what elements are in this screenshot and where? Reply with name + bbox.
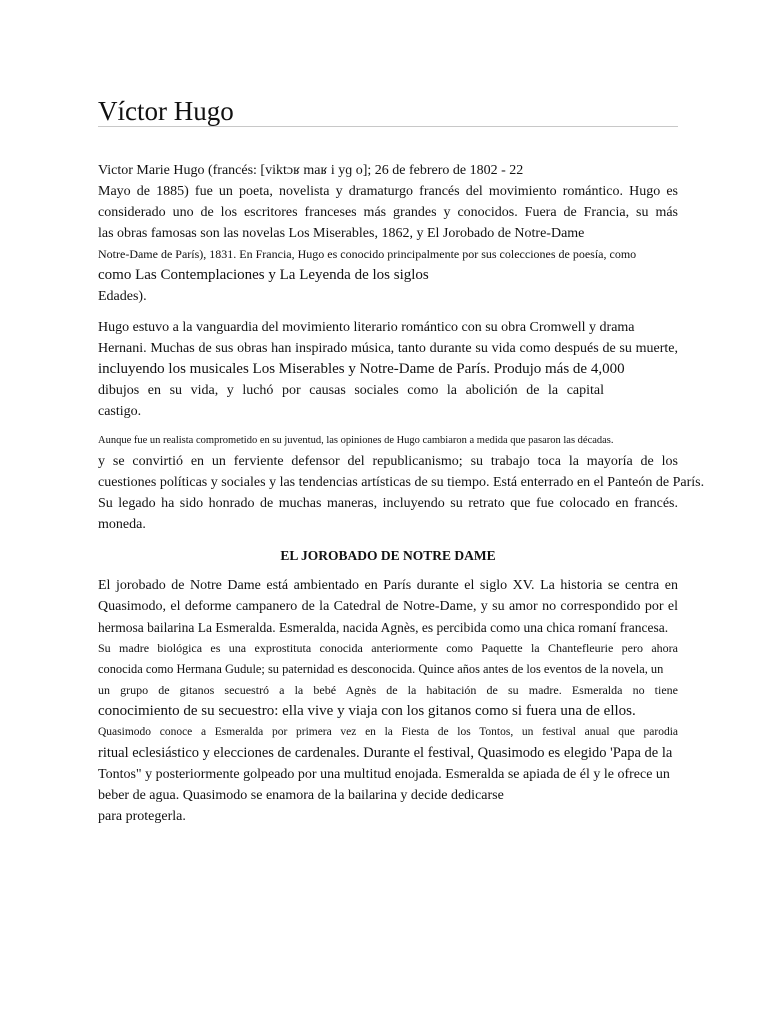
text-line: conocida como Hermana Gudule; su paternidad es desconocida. Quince años antes de los eventos de la novela, un [98, 662, 664, 676]
text-line: cuestiones políticas y sociales y las tendencias artísticas de su tiempo. Está enterrado en el Panteón de París. [98, 475, 705, 490]
text-line: Mayo de 1885) fue un poeta, novelista y dramaturgo francés del movimiento romántico. Hugo es [98, 184, 678, 199]
text-line: Aunque fue un realista comprometido en su juventud, las opiniones de Hugo cambiaron a medida que pasaron las décadas. [98, 435, 614, 446]
text-line: para protegerla. [98, 809, 186, 824]
document-page [98, 94, 705, 827]
text-line: El jorobado de Notre Dame está ambientado en París durante el siglo XV. La historia se centra en [98, 578, 678, 593]
text-line: Hugo estuvo a la vanguardia del movimiento literario romántico con su obra Cromwell y drama [98, 320, 635, 335]
text-line: conocimiento de su secuestro: ella vive y viaja con los gitanos como si fuera una de ellos. [98, 703, 636, 719]
paragraph-intro [98, 160, 678, 307]
text-line: Quasimodo, el deforme campanero de la Catedral de Notre-Dame, y su amor no correspondido por el [98, 599, 678, 614]
text-line: Su madre biológica es una exprostituta conocida anteriormente como Paquette la Chantefleurie pero ahora [98, 641, 678, 655]
text-line: un grupo de gitanos secuestró a la bebé Agnès de la habitación de su madre. Esmeralda no tiene [98, 683, 678, 697]
text-line: beber de agua. Quasimodo se enamora de la bailarina y decide dedicarse [98, 788, 504, 803]
paragraph-romanticism [98, 317, 678, 422]
text-line: Notre-Dame de París), 1831. En Francia, Hugo es conocido principalmente por sus colecciones de poesía, como [98, 247, 637, 261]
text-line: ritual eclesiástico y elecciones de cardenales. Durante el festival, Quasimodo es elegido 'Papa de la [98, 745, 673, 761]
text-line: como Las Contemplaciones y La Leyenda de los siglos [98, 267, 429, 283]
text-line: considerado uno de los escritores franceses más grandes y conocidos. Fuera de Francia, su más [98, 205, 678, 220]
text-line: incluyendo los musicales Los Miserables y Notre-Dame de París. Produjo más de 4,000 [98, 361, 625, 377]
text-line: Su legado ha sido honrado de muchas maneras, incluyendo su retrato que fue colocado en francés. [98, 496, 678, 511]
text-line: dibujos en su vida, y luchó por causas sociales como la abolición de la capital [98, 383, 604, 398]
text-line: Edades). [98, 289, 147, 304]
text-line: las obras famosas son las novelas Los Miserables, 1862, y El Jorobado de Notre-Dame [98, 226, 585, 241]
text-line: Quasimodo conoce a Esmeralda por primera vez en la Fiesta de los Tontos, un festival anual que parodia [98, 726, 678, 738]
section-heading: EL JOROBADO DE NOTRE DAME [280, 548, 496, 563]
text-line: castigo. [98, 404, 142, 419]
paragraph-hunchback [98, 575, 678, 827]
text-line: y se convirtió en un ferviente defensor del republicanismo; su trabajo toca la mayoría de los [98, 454, 678, 469]
paragraph-legacy [98, 430, 705, 535]
text-line: Tontos" y posteriormente golpeado por una multitud enojada. Esmeralda se apiada de él y le ofrece un [98, 767, 670, 782]
text-line: Victor Marie Hugo (francés: [viktɔʁ maʁ i yɡ o]; 26 de febrero de 1802 - 22 [98, 163, 524, 178]
text-line: moneda. [98, 517, 146, 532]
page-title: Víctor Hugo [98, 96, 234, 126]
text-line: hermosa bailarina La Esmeralda. Esmeralda, nacida Agnès, es percibida como una chica romaní francesa. [98, 620, 669, 635]
text-line: Hernani. Muchas de sus obras han inspirado música, tanto durante su vida como después de su muerte, [98, 341, 678, 356]
